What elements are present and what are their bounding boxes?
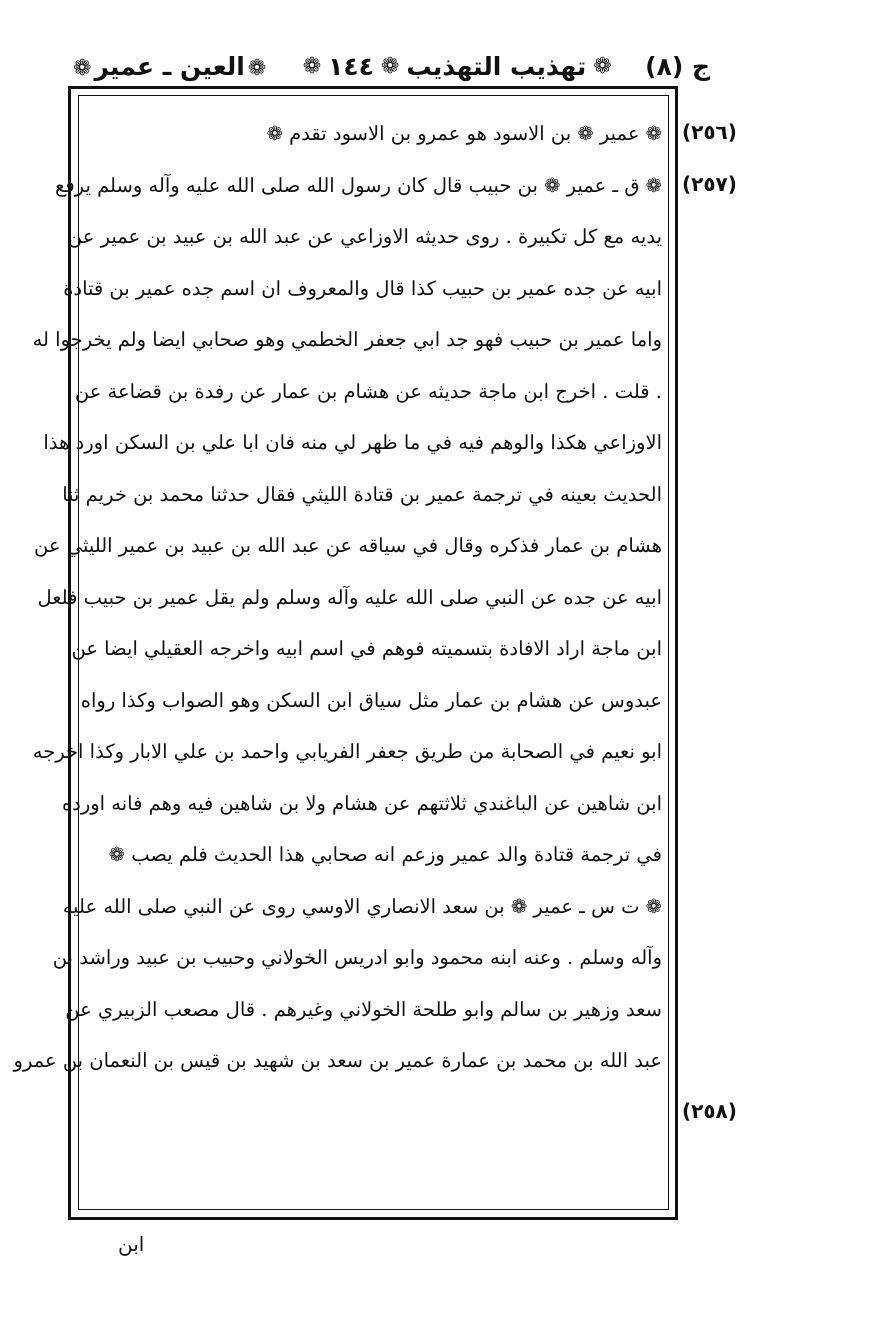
text-line: ابن شاهين عن الباغندي ثلاثتهم عن هشام ولا بن شاهين فيه وهم فانه اورده (61, 791, 662, 815)
text-line: يديه مع كل تكبيرة . روى حديثه الاوزاعي عن عبد الله بن عبيد بن عمير عن (67, 225, 662, 248)
text-line: الاوزاعي هكذا والوهم فيه في ما ظهر لي منه فان ابا علي بن السكن اورد هذا (43, 431, 662, 454)
text-line: ابيه عن جده عن النبي صلى الله عليه وآله وسلم ولم يقل عمير بن حبيب فلعل (37, 585, 662, 609)
page-header (70, 42, 710, 90)
ornament-icon: ❁ (247, 55, 267, 81)
ornament-icon: ❁ (380, 53, 400, 79)
header-title-group (300, 52, 615, 81)
section-text: العين ـ عمير (94, 51, 245, 81)
ornament-icon: ❁ (593, 53, 612, 79)
text-line: ابو نعيم في الصحابة من طريق جعفر الفريابي واحمد بن علي الابار وكذا اخرجه (32, 740, 662, 763)
text-line: عبد الله بن محمد بن عمارة عمير بن سعد بن شهيد بن قيس بن النعمان بن عمرو (13, 1049, 662, 1072)
text-line: هشام بن عمار فذكره وقال في سياقه عن عبد الله بن عبيد بن عمير الليثي عن (34, 534, 662, 557)
entry-number: (٢٥٧) (682, 171, 737, 196)
text-line: ❁ عمير ❁ بن الاسود هو عمرو بن الاسود تقدم ❁ (266, 122, 662, 145)
catchword: ابن (118, 1232, 145, 1256)
text-line: ❁ ت س ـ عمير ❁ بن سعد الانصاري الاوسي روى عن النبي صلى الله عليه (62, 894, 662, 918)
text-line: ابن ماجة اراد الافادة بتسميته فوهم في اسم ابيه واخرجه العقيلي ايضا عن (71, 637, 662, 660)
text-line: ❁ ق ـ عمير ❁ بن حبيب قال كان رسول الله صلى الله عليه وآله وسلم يرفع (54, 173, 662, 197)
text-line: الحديث بعينه في ترجمة عمير بن قتادة الليثي فقال حدثنا محمد بن خريم ثنا (62, 482, 662, 506)
ornament-icon: ❁ (73, 55, 92, 81)
text-line: ابيه عن جده عمير بن حبيب كذا قال والمعروف ان اسم جده عمير بن قتادة (63, 276, 662, 300)
text-line: . قلت . اخرج ابن ماجة حديثه عن هشام بن عمار عن رفدة بن قضاعة عن (74, 379, 662, 403)
volume-label: ج (٨) (645, 51, 710, 81)
ornament-icon: ❁ (302, 53, 322, 79)
text-line: وآله وسلم . وعنه ابنه محمود وابو ادريس الخولاني وحبيب بن عبيد وراشد بن (52, 946, 662, 969)
text-line: سعد وزهير بن سالم وابو طلحة الخولاني وغيرهم . قال مصعب الزبيري عن (65, 997, 662, 1021)
text-line: عبدوس عن هشام بن عمار مثل سياق ابن السكن وهو الصواب وكذا رواه (80, 688, 662, 712)
text-line: واما عمير بن حبيب فهو جد ابي جعفر الخطمي وهو صحابي ايضا ولم يخرجوا له (32, 328, 662, 351)
page-number: ١٤٤ (328, 51, 374, 81)
section-label (70, 52, 269, 81)
entry-number: (٢٥٦) (682, 120, 737, 144)
text-line: في ترجمة قتادة والد عمير وزعم انه صحابي هذا الحديث فلم يصب ❁ (108, 843, 662, 866)
entry-number: (٢٥٨) (682, 1098, 737, 1123)
book-title: تهذيب التهذيب (406, 51, 587, 81)
